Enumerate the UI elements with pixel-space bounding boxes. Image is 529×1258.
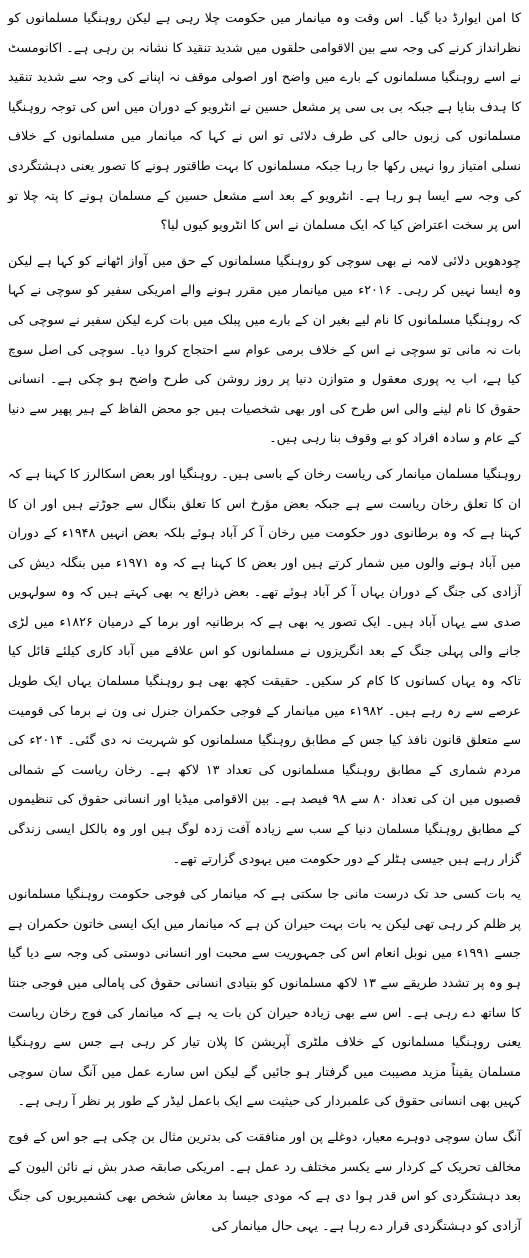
article-paragraph: یہ بات کسی حد تک درست مانی جا سکتی ہے کہ میانمار کی فوجی حکومت روہنگیا مسلمانوں پر ظلم کر رہی تھی لیکن یہ بات بہت حیران کن ہے کہ میانمار میں ایک ایسی خاتون حکمران ہے جسے ۱۹۹۱ء میں نوبل انعام اس کی جمہوریت سے محبت اور انسانی دوستی کی وجہ سے دیا گیا ہو وہ پر تشدد طریقے سے ۱۳ لاکھ مسلمانوں کو بنیادی انسانی حقوق کی پامالی میں فوجی جنتا کا ساتھ دے رہی ہے۔ اس سے بھی زیادہ حیران کن بات یہ ہے کہ میانمار کی فوج رخان ریاست یعنی روہنگیا مسلمانوں کے خلاف ملٹری آپریشن کا پلان تیار کر رہی ہے جس سے روہنگیا مسلمان یقیناً مزید مصیبت میں گرفتار ہو جائیں گے لیکن اس سارے عمل میں آنگ سان سوچی کہیں بھی انسانی حقوق کی علمبردار کی حیثیت سے ایک باعمل لیڈر کے طور پر نظر آ رہی ہے۔ [8,886,521,1109]
article-paragraph: روہنگیا مسلمان میانمار کی ریاست رخان کے باسی ہیں۔ روہنگیا اور بعض اسکالرز کا کہنا ہے کہ ان کا تعلق رخان ریاست سے ہے جبکہ بعض مؤرخ اس کا تعلق بنگال سے جوڑتے ہیں اور ان کا کہنا ہے کہ وہ برطانوی دور حکومت میں رخان آ کر آباد ہوئے بلکہ بعض انہیں ۱۹۴۸ء کے دوران میں آباد ہونے والوں میں شمار کرتے ہیں اور بعض کا کہنا ہے کہ وہ ۱۹۷۱ء میں بنگلہ دیش کی آزادی کی جنگ کے دوران یہاں آ کر آباد ہوئے تھے۔ بعض ذرائع یہ بھی کہتے ہیں کہ وہ سولہویں صدی سے یہاں آباد ہیں۔ ایک تصور یہ بھی ہے کہ برطانیہ اور برما کے درمیان ۱۸۲۶ء میں لڑی جانے والی پہلی جنگ کے بعد انگریزوں نے مسلمانوں کو اس علاقے میں آباد کاری کیلئے قائل کیا تاکہ وہ یہاں کسانوں کا کام کر سکیں۔ حقیقت کچھ بھی ہو روہنگیا مسلمان یہاں ایک طویل عرصے سے رہ رہے ہیں۔ ۱۹۸۲ء میں میانمار کے فوجی حکمران جنرل نی ون نے برما کی قومیت سے متعلق قانون نافذ کیا جس کے مطابق روہنگیا مسلمانوں کو شہریت نہ دی گئی۔ ۲۰۱۴ء کی مردم شماری کے مطابق روہنگیا مسلمانوں کی تعداد ۱۳ لاکھ ہے۔ رخان ریاست کے شمالی قصبوں میں ان کی تعداد ۸۰ سے ۹۸ فیصد ہے۔ بین الاقوامی میڈیا اور انسانی حقوق کی تنظیموں کے مطابق روہنگیا مسلمان دنیا کے سب سے زیادہ آفت زدہ لوگ ہیں اور وہ بالکل ایسی زندگی گزار رہے ہیں جیسی ہٹلر کے دور حکومت میں یہودی گزارتے تھے۔ [8,465,522,866]
article-paragraph: کا امن ایوارڈ دیا گیا۔ اس وقت وہ میانمار میں حکومت چلا رہی ہے لیکن روہنگیا مسلمانوں کو نظرانداز کرنے کی وجہ سے بین الاقوامی حلقوں میں شدید تنقید کا نشانہ بن رہی ہے۔ اکانومسٹ نے اسے روہنگیا مسلمانوں کے بارے میں واضح اور اصولی موقف نہ اپنانے کی وجہ سے شدید تنقید کا ہدف بنایا ہے جبکہ بی بی سی پر مشعل حسین نے انٹرویو کے دوران میں اس کی توجہ روہنگیا مسلمانوں کی زبوں حالی کی طرف دلائی تو اس نے کہا کہ میانمار میں مسلمانوں کے خلاف نسلی امتیاز روا نہیں رکھا جا رہا جبکہ مسلمانوں کا بہت طاقتور ہونے کا تصور یعنی دہشتگردی کی وجہ سے ایسا ہو رہا ہے۔ انٹرویو کے بعد اسے مشعل حسین کے مسلمان ہونے کا پتہ چلا تو اس پر سخت اعتراض کیا کہ ایک مسلمان نے اس کا انٹرویو کیوں لیا؟ [8,10,521,233]
article-paragraph: آنگ سان سوچی دوہرے معیار، دوغلے پن اور منافقت کی بدترین مثال بن چکی ہے جو اس کے فوج مخالف تحریک کے کردار سے یکسر مختلف رد عمل ہے۔ امریکی صابقہ صدر بش نے نائن الیون کے بعد دہشتگردی کو اس قدر ہوا دی ہے کہ مودی جیسا بد معاش شخص بھی کشمیریوں کی جنگ آزادی کو دہشتگردی قرار دے رہا ہے۔ یہی حال میانمار کی [8,1128,521,1233]
article-paragraph: چودھویں دلائی لامہ نے بھی سوچی کو روہنگیا مسلمانوں کے حق میں آواز اٹھانے کو کہا ہے لیکن وہ ایسا نہیں کر رہی۔ ۲۰۱۶ء میں میانمار میں مقرر ہونے والے امریکی سفیر کو سوچی نے کہا کہ روہنگیا مسلمانوں کا نام لیے بغیر ان کے بارے میں پبلک میں بات کرے لیکن سفیر نے سوچی کی بات نہ مانی تو سوچی نے اس کے خلاف برمی عوام سے احتجاج کروا دیا۔ سوچی کی اصل سوچ کیا ہے، اب یہ پوری معقول و متوازن دنیا پر روز روشن کی طرح واضح ہو چکی ہے۔ انسانی حقوق کا نام لینے والی اس طرح کی اور بھی شخصیات ہیں جو محض الفاظ کے ہیر پھیر سے دنیا کے عام و سادہ افراد کو بے وقوف بنا رہی ہیں۔ [8,252,521,446]
